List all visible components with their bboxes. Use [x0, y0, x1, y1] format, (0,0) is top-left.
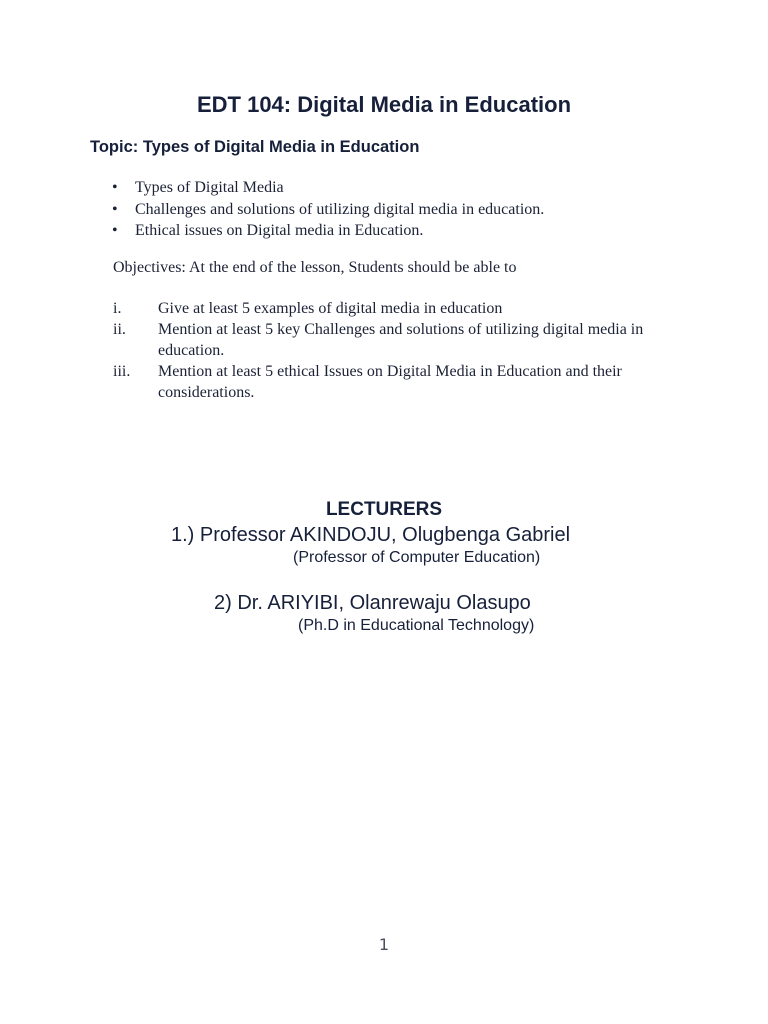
lecturer-title: (Professor of Computer Education)	[293, 549, 541, 566]
objectives-list	[113, 298, 683, 403]
objective-text: Give at least 5 examples of digital media in education	[158, 300, 503, 317]
bullet-icon: •	[112, 222, 118, 239]
lecturer-name: 1.) Professor AKINDOJU, Olugbenga Gabriel	[171, 524, 571, 546]
list-item	[90, 177, 544, 199]
objective-number: i.	[113, 300, 122, 317]
list-item	[113, 319, 683, 361]
bullet-icon: •	[112, 200, 118, 218]
objectives-intro: Objectives: At the end of the lesson, Students should be able to	[113, 259, 517, 276]
lecturer-title: (Ph.D in Educational Technology)	[298, 617, 535, 634]
bullet-text: Types of Digital Media	[135, 179, 284, 196]
page-number: 1	[378, 935, 390, 954]
objective-text: Mention at least 5 ethical Issues on Digital Media in Education and their considerations.	[158, 363, 622, 401]
list-item	[90, 199, 544, 221]
topic-bullet-list	[90, 177, 544, 242]
topic-heading: Topic: Types of Digital Media in Education	[90, 138, 420, 156]
objective-text: Mention at least 5 key Challenges and solutions of utilizing digital media in education.	[158, 321, 644, 359]
list-item	[113, 298, 683, 319]
list-item	[90, 220, 544, 242]
bullet-text: Ethical issues on Digital media in Education.	[135, 222, 424, 239]
list-item	[113, 361, 683, 403]
objective-number: ii.	[113, 321, 126, 338]
bullet-text: Challenges and solutions of utilizing digital media in education.	[135, 200, 545, 218]
objective-number: iii.	[113, 363, 131, 380]
bullet-icon: •	[112, 179, 118, 196]
lecturer-name: 2) Dr. ARIYIBI, Olanrewaju Olasupo	[214, 592, 531, 614]
course-title: EDT 104: Digital Media in Education	[196, 92, 572, 117]
lecturers-heading: LECTURERS	[325, 499, 443, 520]
